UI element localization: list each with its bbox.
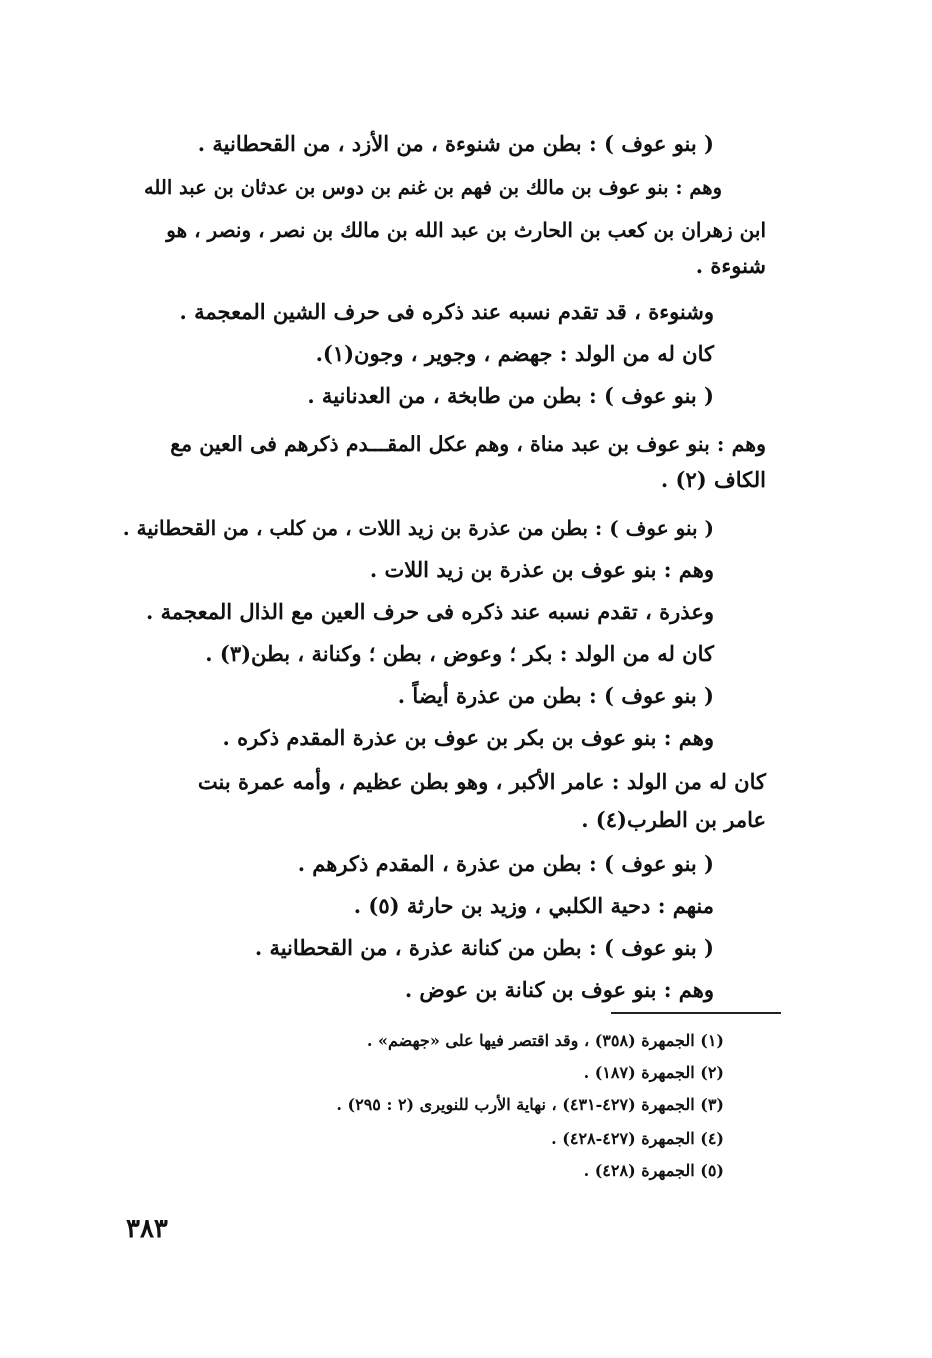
footnote: (٢) الجمهرة (١٨٧) . xyxy=(583,1063,724,1082)
text-line: الكاف (٢) . xyxy=(660,467,766,492)
text-line: وهم : بنو عوف بن مالك بن فهم بن غنم بن دوس بن عدثان بن عبد الله xyxy=(143,176,722,199)
text-line: منهم : دحية الكلبي ، وزيد بن حارثة (٥) . xyxy=(353,893,714,918)
text-line: عامر بن الطرب(٤) . xyxy=(581,807,766,832)
text-line: وعذرة ، تقدم نسبه عند ذكره فى حرف العين مع الذال المعجمة . xyxy=(146,599,714,624)
text-line: كان له من الولد : بكر ؛ وعوض ، بطن ؛ وكنانة ، بطن(٣) . xyxy=(205,641,714,666)
text-line: ( بنو عوف ) : بطن من عذرة ، المقدم ذكرهم . xyxy=(297,851,714,876)
text-line: وهم : بنو عوف بن عذرة بن زيد اللات . xyxy=(369,557,714,582)
footnote: (٤) الجمهرة (٤٢٧-٤٢٨) . xyxy=(551,1129,724,1148)
text-line: ( بنو عوف ) : بطن من كنانة عذرة ، من القحطانية . xyxy=(254,935,714,960)
text-line: شنوءة . xyxy=(695,253,766,278)
text-line: وشنوءة ، قد تقدم نسبه عند ذكره فى حرف الشين المعجمة . xyxy=(179,299,714,324)
text-line: وهم : بنو عوف بن كنانة بن عوض . xyxy=(404,977,714,1002)
text-line: ( بنو عوف ) : بطن من شنوءة ، من الأزد ، من القحطانية . xyxy=(197,131,714,156)
text-line: وهم : بنو عوف بن بكر بن عوف بن عذرة المقدم ذكره . xyxy=(222,725,714,750)
footnote: (٥) الجمهرة (٤٢٨) . xyxy=(583,1161,724,1180)
footnote: (٣) الجمهرة (٤٢٧-٤٣١) ، نهاية الأرب للنويرى (٢ : ٢٩٥) . xyxy=(336,1095,724,1114)
text-line: وهم : بنو عوف بن عبد مناة ، وهم عكل المقـــدم ذكرهم فى العين مع xyxy=(170,432,766,456)
text-line: ( بنو عوف ) : بطن من عذرة أيضاً . xyxy=(397,683,714,708)
text-line: كان له من الولد : جهضم ، وجوير ، وجون(١). xyxy=(315,341,714,366)
text-line: ( بنو عوف ) : بطن من عذرة بن زيد اللات ، من كلب ، من القحطانية . xyxy=(122,516,714,540)
text-line: كان له من الولد : عامر الأكبر ، وهو بطن عظيم ، وأمه عمرة بنت xyxy=(197,769,766,794)
text-line: ابن زهران بن كعب بن الحارث بن عبد الله بن مالك بن نصر ، ونصر ، هو xyxy=(166,218,766,242)
footnote: (١) الجمهرة (٣٥٨) ، وقد اقتصر فيها على «جهضم» . xyxy=(366,1031,724,1050)
page-number: ٣٨٣ xyxy=(126,1214,168,1244)
footnote-separator xyxy=(611,1012,781,1014)
text-line: ( بنو عوف ) : بطن من طابخة ، من العدنانية . xyxy=(307,383,714,408)
